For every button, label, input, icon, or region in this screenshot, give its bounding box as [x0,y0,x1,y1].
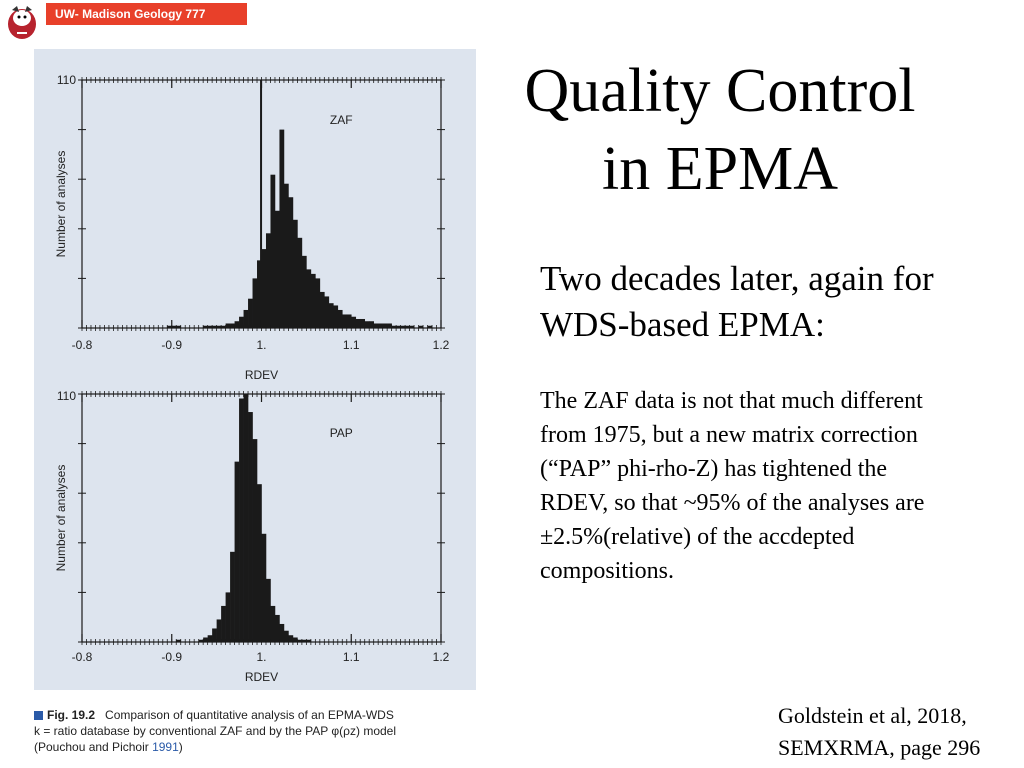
citation [778,700,1023,764]
histogram-bar [297,238,302,328]
histogram-bar [324,296,329,328]
histogram-bar [208,635,213,642]
x-axis-label: RDEV [244,368,279,382]
histogram-bar [356,319,361,328]
histogram-figure [34,49,476,690]
histogram-bar [226,592,231,642]
histogram-bar [351,317,356,328]
histogram-bar [311,274,316,328]
x-tick-label: -0.8 [71,650,93,664]
histogram-bar [365,321,370,328]
histogram-bar [212,628,217,642]
histogram-bar [284,184,289,328]
slide-body-text: The ZAF data is not that much different from 1975, but a new matrix correction (“PAP” phi-rho-Z) has tightened the RDEV, so that ~95% of the analyses are ±2.5%(relative) of the accdepted compositions. [540,388,925,584]
x-tick-label: 1. [256,338,267,352]
histogram-bar [235,321,240,328]
histogram-bar [262,249,267,328]
histogram-bar [270,175,275,328]
histogram-bar [217,619,222,642]
figure-panel [34,49,476,690]
caption-text-3: (Pouchou and Pichoir [34,740,153,754]
x-tick-label: -0.9 [161,650,183,664]
histogram-bar [360,319,365,328]
histogram-bar [288,635,293,642]
title-line-2: in EPMA [602,135,838,203]
histogram-bar [333,305,338,328]
histogram-bar [378,323,383,328]
histogram-bar [342,314,347,328]
histogram-bar [369,321,374,328]
histogram-bar [275,615,280,642]
x-tick-label: 1.1 [342,338,360,352]
x-tick-label: 1.2 [432,650,450,664]
histogram-bar [248,412,253,642]
histogram-panel-zaf [78,77,445,331]
caption-text-3-end: ) [178,740,183,754]
histogram-bar [244,394,249,642]
histogram-bar [293,220,298,328]
histogram-bar [239,317,244,328]
badger-mascot-icon [0,0,44,44]
slide-title [505,52,935,208]
histogram-bar [320,292,325,328]
histogram-bar [275,211,280,328]
histogram-bar [279,130,284,328]
caption-line-3 [34,739,474,755]
histogram-bar [248,299,253,328]
series-label: ZAF [329,113,353,127]
y-axis-label: Number of analyses [54,150,68,258]
histogram-bar [221,606,226,642]
caption-year-link[interactable]: 1991 [152,740,179,754]
histogram-bar [226,323,231,328]
histogram-bar [257,484,262,642]
caption-line-1 [34,707,474,723]
x-tick-label: 1.2 [432,338,450,352]
caption-text-1: Comparison of quantitative analysis of an EPMA-WDS [105,708,394,722]
histogram-bar [338,310,343,328]
histogram-bar [279,624,284,642]
histogram-bar [235,462,240,642]
histogram-bar [288,197,293,328]
histogram-bar [244,310,249,328]
y-axis-label: Number of analyses [54,464,68,572]
histogram-bar [266,579,271,642]
x-tick-label: -0.8 [71,338,93,352]
histogram-bar [315,278,320,328]
series-label: PAP [329,426,353,440]
histogram-bar [293,637,298,642]
x-tick-label: 1. [256,650,267,664]
citation-line-1: Goldstein et al, 2018, [778,703,967,728]
histogram-bar [383,323,388,328]
histogram-bar [329,303,334,328]
histogram-bar [203,637,208,642]
course-badge: UW- Madison Geology 777 [46,3,247,25]
title-line-1: Quality Control [524,57,916,125]
histogram-bar [284,631,289,642]
y-tick-label: 110 [56,73,76,87]
x-tick-label: 1.1 [342,650,360,664]
slide-subtitle: Two decades later, again for WDS-based EPMA: [540,259,934,344]
histogram-bar [387,323,392,328]
histogram-bar [302,256,307,328]
histogram-bar [230,552,235,642]
histogram-bar [270,606,275,642]
histogram-bar [230,323,235,328]
x-axis-label: RDEV [244,670,279,684]
citation-line-2: SEMXRMA, page 296 [778,735,981,760]
caption-line-2: k = ratio database by conventional ZAF and by the PAP φ(ρz) model [34,724,397,738]
histogram-bar [266,233,271,328]
histogram-bar [239,399,244,642]
histogram-panel-pap [78,391,445,645]
histogram-bar [306,269,311,328]
histogram-bar [253,278,258,328]
histogram-bar [262,534,267,642]
x-tick-label: -0.9 [161,338,183,352]
y-tick-label: 110 [56,389,76,403]
figure-caption [34,707,474,755]
figure-marker-icon [34,711,43,720]
caption-fig-label: Fig. 19.2 [47,708,96,722]
histogram-bar [253,439,258,642]
histogram-bar [374,323,379,328]
